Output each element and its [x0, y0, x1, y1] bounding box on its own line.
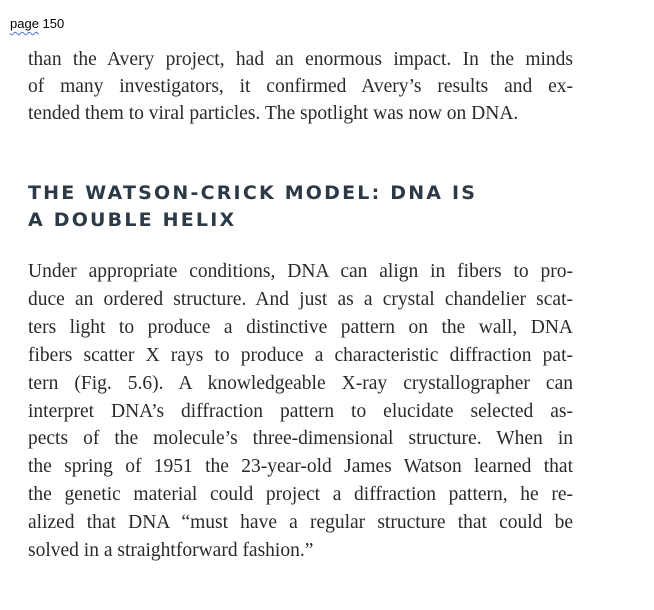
paragraph-line: than the Avery project, had an enormous impact. In the minds — [28, 49, 573, 70]
page-number-label — [10, 16, 64, 32]
paragraph-line: alized that DNA “must have a regular structure that could be — [28, 512, 573, 534]
paragraph-line: the genetic material could project a diffraction pattern, he re- — [28, 484, 573, 506]
paragraph-line: the spring of 1951 the 23-year-old James Watson learned that — [28, 456, 573, 478]
paragraph-line: interpret DNA’s diffraction pattern to elucidate selected as- — [28, 400, 573, 422]
paragraph-line: Under appropriate conditions, DNA can align in fibers to pro- — [28, 261, 573, 282]
heading-line: A DOUBLE HELIX — [28, 209, 237, 231]
page-label-word: page — [10, 16, 39, 31]
page-label-number: 150 — [42, 16, 65, 31]
paragraph-line: ters light to produce a distinctive pattern on the wall, DNA — [28, 316, 573, 338]
paragraph-line: tended them to viral particles. The spotlight was now on DNA. — [28, 103, 519, 124]
top-paragraph — [28, 46, 573, 127]
section-heading — [28, 180, 588, 234]
paragraph-line: tern (Fig. 5.6). A knowledgeable X-ray crystallographer can — [28, 372, 573, 394]
heading-line: THE WATSON-CRICK MODEL: DNA IS — [28, 182, 478, 204]
paragraph-line: pects of the molecule’s three-dimensional structure. When in — [28, 428, 573, 450]
main-paragraph — [28, 258, 573, 565]
paragraph-line: duce an ordered structure. And just as a crystal chandelier scat- — [28, 288, 573, 310]
paragraph-line: of many investigators, it confirmed Avery’s results and ex- — [28, 76, 573, 97]
paragraph-line: solved in a straightforward fashion.” — [28, 540, 314, 562]
paragraph-line: fibers scatter X rays to produce a characteristic diffraction pat- — [28, 344, 573, 366]
